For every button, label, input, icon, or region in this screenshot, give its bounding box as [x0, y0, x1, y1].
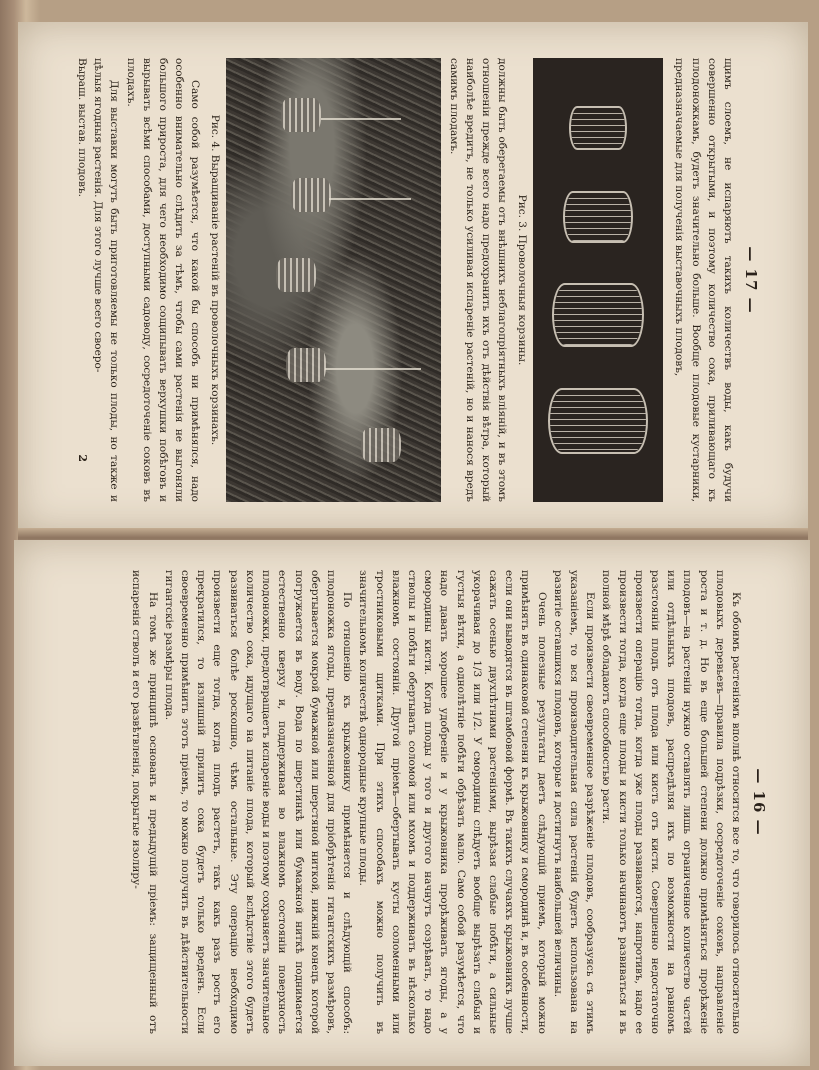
page-16: [14, 540, 810, 1066]
page-16-content: [14, 540, 810, 1066]
wire-basket-illustration: [563, 191, 633, 243]
pot-illustration: [361, 428, 401, 462]
paragraph: По отношенію къ крыжовнику примѣняется и слѣдующій способъ: плодоножка ягоды, предназначенной для пріобрѣтенія гигантскихъ размѣровъ, обертывается мокрой бумажной или шерстяной ниткой, нижній конецъ которой погружается въ воду. Вода по шерстинкѣ или бумажной ниткѣ поднимается естественно кверху и, поддерживая во влажномъ состояніи поверхность плодоножки, предотвращаетъ испареніе воды и поэтому сохраняетъ значительное количество сока, идущаго на питаніе плода, который вслѣдствіе этого будетъ развиваться болѣе роскошно, чѣмъ остальные. Эту операцію необходимо произвести еще тогда, когда плодъ растетъ, такъ какъ разъ ростъ его прекратился, то излишній прилитъ сока будетъ только вреденъ. Если своевременно примѣнить этотъ пріемъ, то можно получить въ дѣйствительности гигантскіе размѣры плода.: [162, 570, 354, 1034]
paragraph: Очень полезные результаты даетъ слѣдующій приемъ, который можно примѣнять въ одинаковой степени къ крыжовнику и смородинѣ и, въ особенности, если они выводятся въ штамбовой формѣ. Въ такихъ случаяхъ крыжовникъ лучше сажать осенью двухлѣтними растеніями, вырѣзая слабые побѣги, а сильные укорачивая до 1/3 или 1/2. У смородины слѣдуетъ вообще вырѣзать слабыя и густыя вѣтки, а однолѣтніе побѣги обрѣзать мало. Само собой разумѣется, что надо давать хорошее удобреніе и у крыжовника прорѣживать ягоды, а у смородины кисти. Когда плоды у того и другого начнутъ созрѣвать, то надо стволы и побѣги обертывать соломой или мхомъ и поддерживать въ нѣсколько влажномъ состояніи. Другой пріемъ—обертывать кусты соломенными или тростниковыми щитками. При этихъ способахъ можно получить въ значительномъ количествѣ однородные крупные плоды.: [357, 570, 548, 1034]
page-footer: [74, 58, 90, 502]
wire-basket-illustration: [552, 283, 644, 347]
paragraph: щимъ слоемъ, не испаряютъ такихъ количествъ воды, какъ будучи совершенно открытыми, и поэтому количество сока, приливающаго къ плодоножкамъ, будетъ значительно больше. Вообще плодовые кустарники, предназначаемые для полученія выставочныхъ плодовъ,: [673, 58, 734, 502]
figure-plants-in-baskets-photo: [226, 58, 441, 502]
stake-illustration: [325, 368, 421, 370]
sheet-number: 2: [75, 454, 89, 462]
page-17: [18, 22, 808, 532]
page-17-content: [18, 22, 808, 532]
pot-illustration: [286, 348, 326, 382]
page-number-16: — 16 —: [750, 768, 768, 836]
wire-basket-illustration: [548, 388, 648, 454]
figure-4-caption: Рис. 4. Выращиваніе растеній въ проволочныхъ корзинахъ.: [209, 114, 222, 446]
paragraph: Само собой разумѣется, что какой бы способъ ни примѣнялся, надо особенно внимательно слѣдить за тѣмъ, чтобы сами растенія не выгоняли большого прироста, для чего необходимо сощипывать верхушки побѣговъ и вырывать всѣми способами, доступными садоводу, сосредоточеніе соковъ въ плодахъ.: [124, 58, 202, 502]
page-number-17: — 17 —: [742, 246, 760, 314]
paragraph: Къ обоимъ растеніямъ вполнѣ относится все то, что говорилось относительно плодовыхъ деревьевъ—правила подрѣзки, сосредоточеніе соковъ, направленіе роста и т. д. Но въ еще большей степени должно примѣняться прорѣженіе плодовъ—на растеніи нужно оставлять лишь ограниченное количество частей или отдѣльныхъ плодовъ, распредѣляя ихъ по возможности на равномъ разстояніи плодъ отъ плода или кисть отъ кисти. Совершенно недостаточно произвести операцію тогда, когда уже плоды развиваются, напротивъ, надо ее произвести тогда, когда еще плоды и кисти только начинаютъ развиваться и въ полной мѣрѣ обладаютъ способностью расти.: [600, 570, 742, 1034]
paragraph: Для выставки могутъ быть приготовляемы не только плоды, но также и цѣлыя ягодныя растенія. Для этого лучше всего своеро-: [92, 58, 121, 502]
pot-illustration: [281, 98, 321, 132]
stake-illustration: [329, 198, 411, 200]
figure-3-caption: Рис. 3. Проволочныя корзины.: [516, 194, 529, 366]
pot-illustration: [291, 178, 331, 212]
figure-wire-baskets: [533, 58, 663, 502]
paragraph: должны быть оберегаемы отъ внѣшнихъ неблагопріятныхъ вліяній, и въ этомъ отношеніи прежде всего надо предохранить ихъ отъ дѣйствія вѣтра, который наиболѣе вредитъ, не только усиливая испареніе растеній, но и нанося вредъ самимъ плодамъ.: [447, 58, 509, 502]
wire-basket-illustration: [569, 106, 627, 150]
stake-illustration: [321, 118, 401, 120]
footer-signature: Выраш. выстав. плодовъ.: [75, 58, 88, 198]
paragraph: На томъ же принципѣ основанъ и предыдущій пріемъ: защищенный отъ испаренія стволъ и его развѣтвленія, покрытые изолиру-: [130, 570, 159, 1034]
pot-illustration: [276, 258, 316, 292]
paragraph: Если произвести своевременное разрѣженіе плодовъ, сообразуясь съ этимъ указаніемъ, то вся производительная сила растенія будетъ использована на развитіе оставшихся плодовъ, которые и достигнутъ наибольшей величины.: [551, 570, 597, 1034]
